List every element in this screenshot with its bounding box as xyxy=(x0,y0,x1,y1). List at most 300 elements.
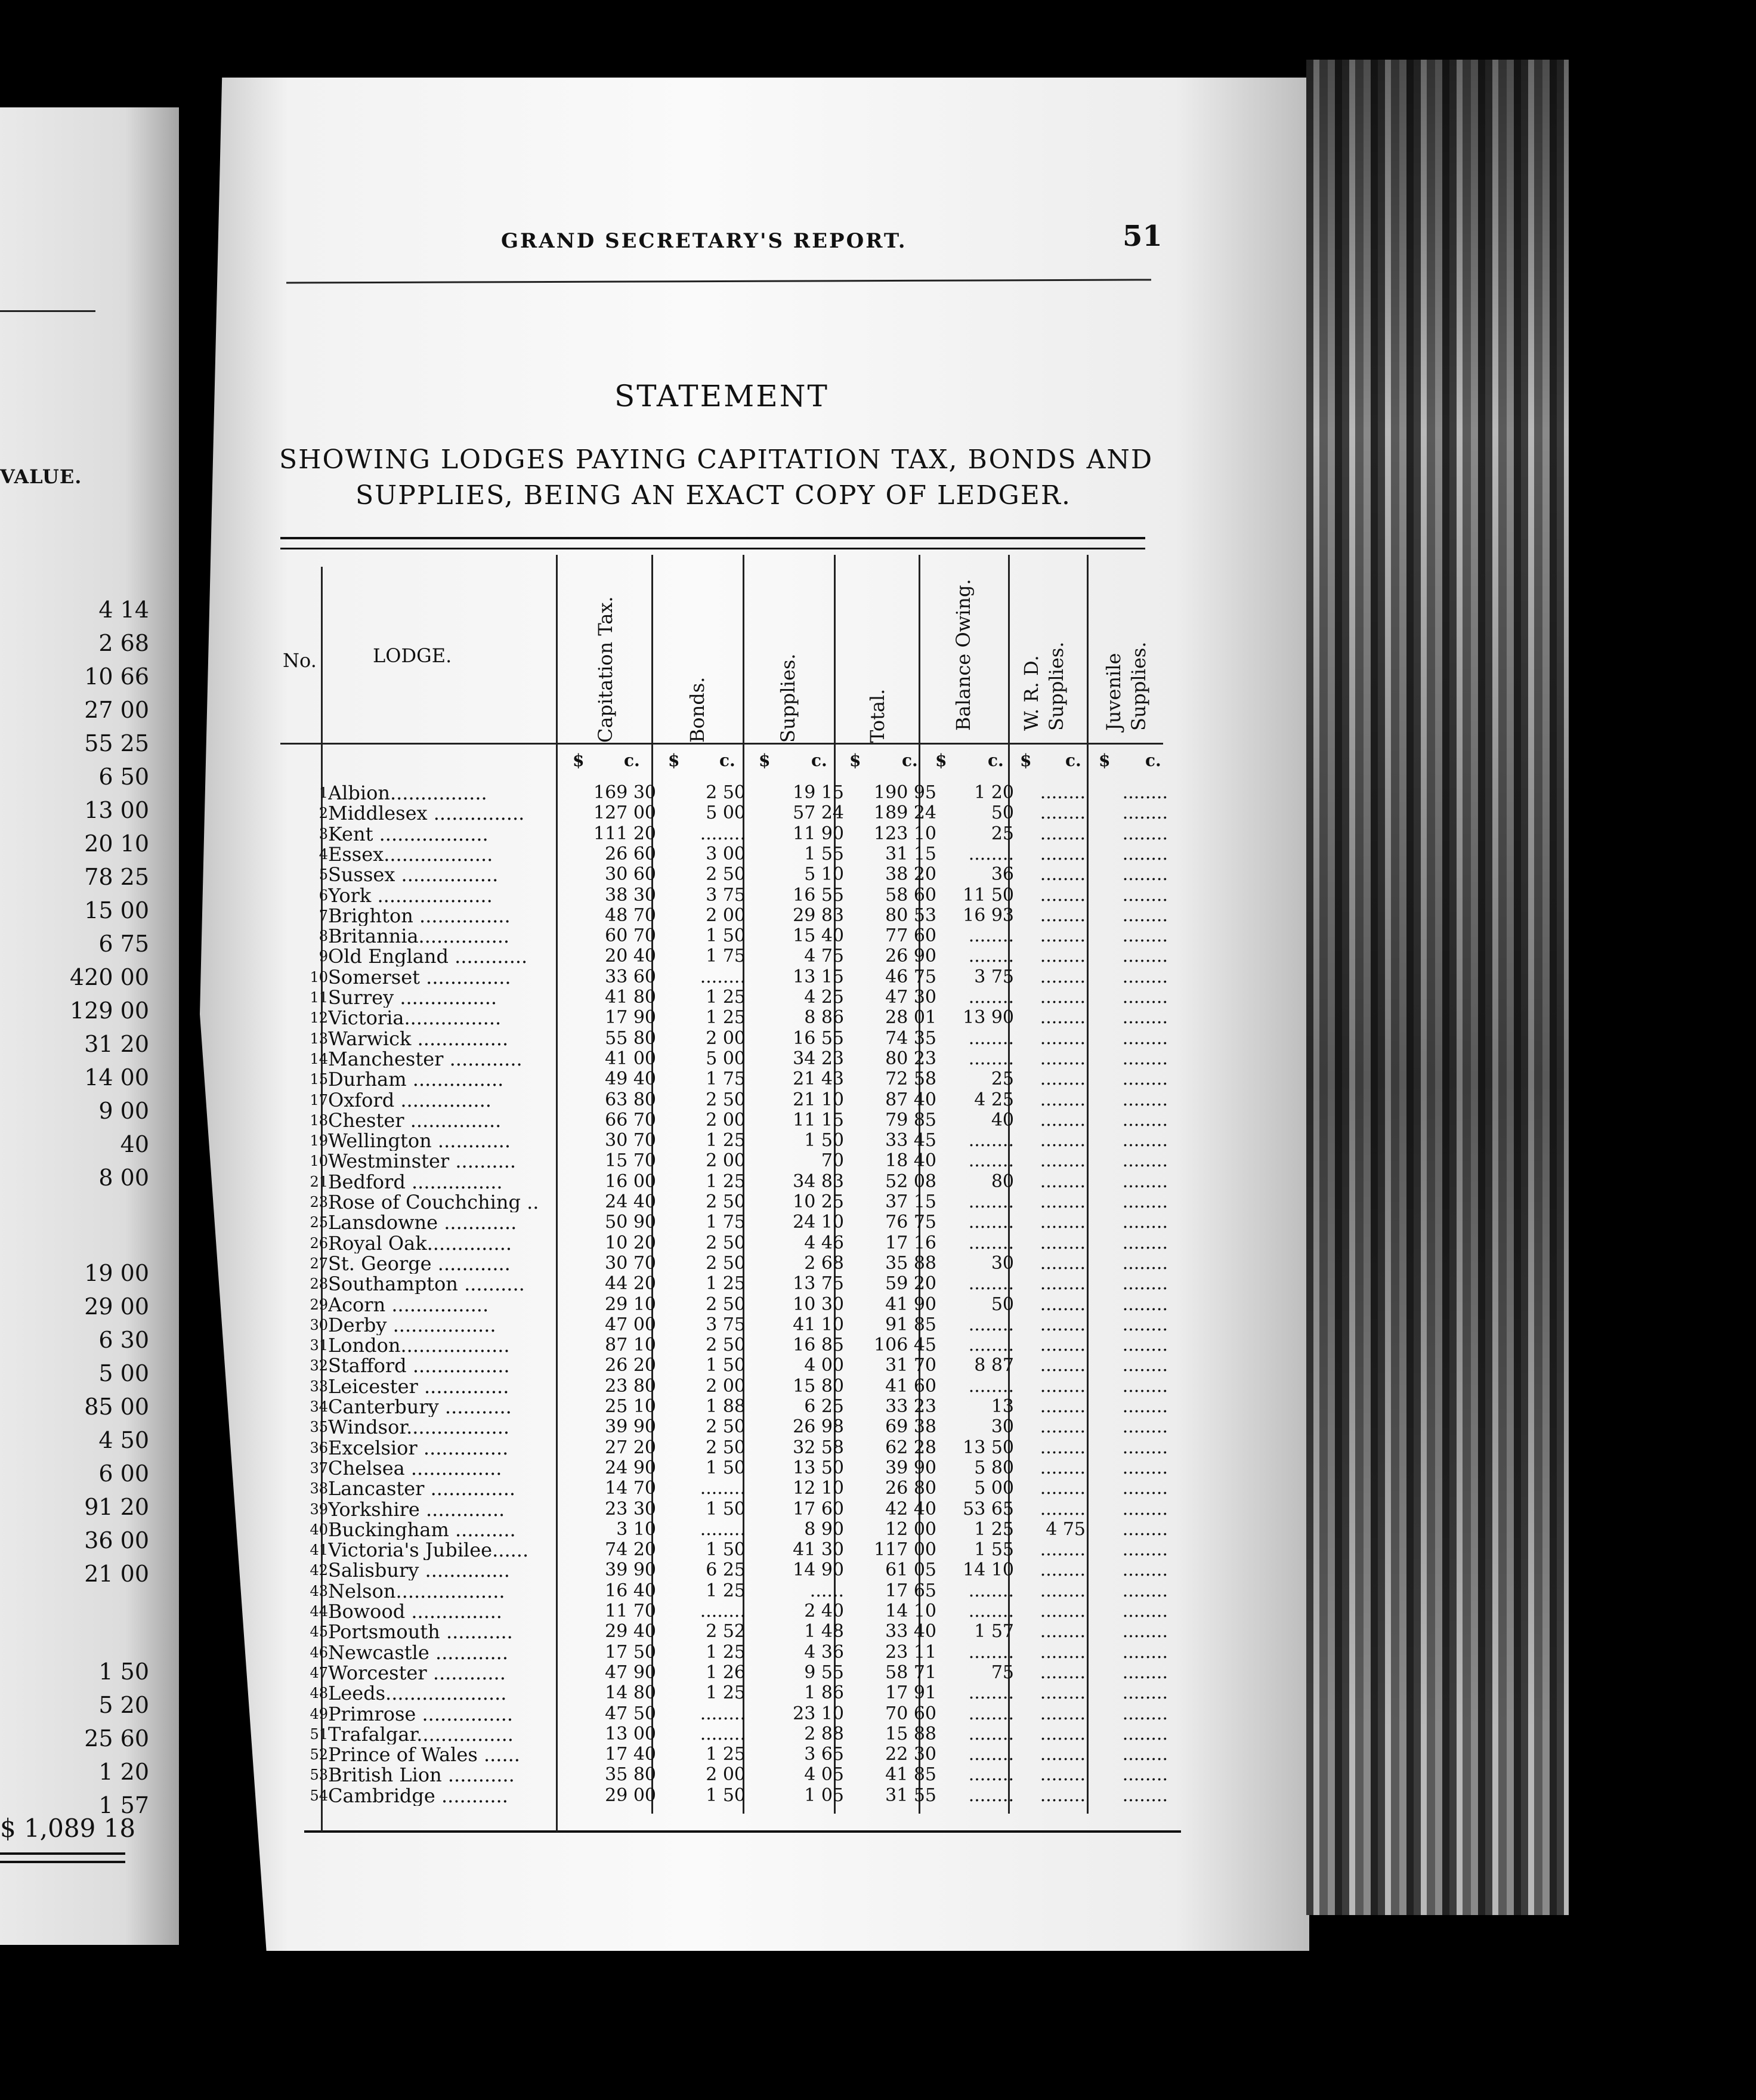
bonds-cell: 1 25 xyxy=(706,987,746,1008)
capitation-tax-cell: 10 20 xyxy=(605,1232,656,1253)
lodge-name-cell: Stafford ................ xyxy=(328,1355,510,1376)
total-cell: 69 38 xyxy=(885,1416,936,1438)
total-cell: 31 15 xyxy=(885,843,936,864)
supplies-cell: 5 10 xyxy=(804,864,844,885)
wrd-supplies-cell: ........ xyxy=(1040,1212,1086,1233)
supplies-cell: 2 68 xyxy=(804,1252,844,1274)
juvenile-supplies-cell: ........ xyxy=(1122,843,1168,864)
juvenile-supplies-cell: ........ xyxy=(1122,1027,1168,1049)
wrd-supplies-cell: ........ xyxy=(1040,904,1086,926)
supplies-cell: 8 90 xyxy=(804,1518,844,1540)
total-cell: 33 23 xyxy=(885,1396,936,1417)
table-top-double-rule xyxy=(280,537,1145,549)
bonds-cell: 1 50 xyxy=(706,925,746,947)
juvenile-supplies-cell: ........ xyxy=(1122,1171,1168,1192)
capitation-tax-cell: 87 10 xyxy=(605,1335,656,1356)
wrd-supplies-cell: ........ xyxy=(1040,1027,1086,1049)
supplies-cell: 15 40 xyxy=(793,925,844,947)
table-bottom-rule xyxy=(304,1830,1181,1833)
total-cell: 37 15 xyxy=(885,1191,936,1212)
juvenile-supplies-cell: ........ xyxy=(1122,1089,1168,1110)
wrd-supplies-cell: ........ xyxy=(1040,1784,1086,1806)
table-row xyxy=(0,1008,1193,1028)
lodge-number-cell: 18 xyxy=(310,1111,328,1129)
lodge-name-cell: Old England ............ xyxy=(328,946,528,967)
capitation-tax-cell: 39 90 xyxy=(605,1559,656,1581)
balance-owing-cell: ........ xyxy=(968,1027,1014,1049)
facing-page-value: 2 68 xyxy=(98,630,149,656)
capitation-tax-cell: 33 60 xyxy=(605,966,656,987)
wrd-supplies-cell: ........ xyxy=(1040,1580,1086,1601)
table-row xyxy=(0,1724,1193,1744)
facing-page-value: 5 20 xyxy=(98,1692,149,1718)
juvenile-supplies-cell: ........ xyxy=(1122,1355,1168,1376)
facing-page-value: 91 20 xyxy=(84,1494,149,1520)
table-row xyxy=(0,803,1193,823)
capitation-tax-cell: 30 70 xyxy=(605,1252,656,1274)
lodge-number-cell: 13 xyxy=(310,1030,328,1047)
lodge-name-cell: Albion................ xyxy=(328,783,487,803)
lodge-number-cell: 3 xyxy=(319,825,328,842)
facing-page-rule xyxy=(0,310,95,312)
wrd-supplies-cell: ........ xyxy=(1040,1621,1086,1642)
capitation-tax-cell: 127 00 xyxy=(593,802,656,824)
table-row xyxy=(0,1601,1193,1622)
balance-owing-cell: ........ xyxy=(968,1784,1014,1806)
wrd-supplies-cell: ........ xyxy=(1040,1089,1086,1110)
total-cell: 52 08 xyxy=(885,1171,936,1192)
balance-owing-cell: ........ xyxy=(968,1232,1014,1253)
table-row xyxy=(0,1029,1193,1049)
lodge-number-cell: 36 xyxy=(310,1439,328,1456)
juvenile-supplies-cell: ........ xyxy=(1122,1150,1168,1172)
bonds-cell: 2 50 xyxy=(706,1416,746,1438)
facing-page-value: 25 60 xyxy=(84,1725,149,1752)
table-header-rule xyxy=(280,743,1163,745)
bonds-cell: 1 25 xyxy=(706,1580,746,1601)
juvenile-supplies-cell: ........ xyxy=(1122,802,1168,824)
wrd-supplies-cell: ........ xyxy=(1040,1498,1086,1520)
bonds-cell: 2 50 xyxy=(706,1252,746,1274)
balance-owing-cell: ........ xyxy=(968,1723,1014,1744)
table-row xyxy=(0,1744,1193,1765)
juvenile-supplies-cell: ........ xyxy=(1122,1539,1168,1561)
table-row xyxy=(0,1049,1193,1069)
cap-dollar-unit: $ xyxy=(573,751,585,770)
facing-page-value: 40 xyxy=(120,1131,149,1157)
capitation-tax-cell: 50 90 xyxy=(605,1212,656,1233)
lodge-name-cell: Southampton .......... xyxy=(328,1274,525,1295)
capitation-tax-cell: 24 90 xyxy=(605,1457,656,1478)
lodge-name-cell: Acorn ................ xyxy=(328,1294,489,1315)
total-cell: 12 00 xyxy=(885,1518,936,1540)
total-cell: 18 40 xyxy=(885,1150,936,1172)
lodge-name-cell: Yorkshire ............. xyxy=(328,1499,505,1520)
capitation-tax-cell: 44 20 xyxy=(605,1273,656,1295)
supplies-cell: 3 65 xyxy=(804,1744,844,1765)
cap-cent-unit: c. xyxy=(624,751,640,770)
balance-owing-cell: ........ xyxy=(968,1601,1014,1622)
lodge-name-cell: Prince of Wales ...... xyxy=(328,1744,520,1765)
page-number: 51 xyxy=(1123,220,1163,253)
juvenile-supplies-cell: ........ xyxy=(1122,966,1168,987)
table-row xyxy=(0,1765,1193,1785)
facing-page-value: 420 00 xyxy=(70,964,149,990)
wrd-supplies-cell: ........ xyxy=(1040,1293,1086,1315)
juvenile-supplies-cell: ........ xyxy=(1122,864,1168,885)
table-row xyxy=(0,1458,1193,1478)
wrd-supplies-cell: ........ xyxy=(1040,1048,1086,1069)
wrd-supplies-cell: ........ xyxy=(1040,1068,1086,1090)
total-cell: 190 95 xyxy=(874,782,936,803)
capitation-tax-cell: 35 80 xyxy=(605,1764,656,1786)
wrd-supplies-cell: ........ xyxy=(1040,925,1086,947)
capitation-tax-cell: 30 70 xyxy=(605,1130,656,1151)
supplies-cell: 17 60 xyxy=(793,1498,844,1520)
capitation-tax-cell: 16 40 xyxy=(605,1580,656,1601)
wrd-supplies-cell: ........ xyxy=(1040,1723,1086,1744)
lodge-number-cell: 33 xyxy=(310,1378,328,1395)
wrd-supplies-cell: ........ xyxy=(1040,1601,1086,1622)
capitation-tax-cell: 60 70 xyxy=(605,925,656,947)
capitation-tax-cell: 29 00 xyxy=(605,1784,656,1806)
wrd-supplies-cell: ........ xyxy=(1040,1396,1086,1417)
lodge-number-cell: 46 xyxy=(310,1644,328,1661)
bonds-cell: 2 00 xyxy=(706,904,746,926)
juvenile-supplies-cell: ........ xyxy=(1122,1068,1168,1090)
wrd-supplies-cell: ........ xyxy=(1040,1150,1086,1172)
lodge-number-cell: 8 xyxy=(319,928,328,945)
balance-owing-cell: ........ xyxy=(968,1273,1014,1295)
juvenile-supplies-cell: ........ xyxy=(1122,1621,1168,1642)
lodge-number-cell: 54 xyxy=(310,1787,328,1804)
bonds-cell: 2 50 xyxy=(706,782,746,803)
capitation-tax-cell: 16 00 xyxy=(605,1171,656,1192)
table-row xyxy=(0,1192,1193,1212)
wrd-supplies-cell: ........ xyxy=(1040,782,1086,803)
facing-page-value: 1 50 xyxy=(98,1659,149,1685)
supplies-cell: 13 15 xyxy=(793,966,844,987)
table-row xyxy=(0,987,1193,1008)
lodge-name-cell: Primrose ............... xyxy=(328,1703,514,1724)
lodge-number-cell: 44 xyxy=(310,1603,328,1620)
lodge-number-cell: 52 xyxy=(310,1746,328,1764)
table-row xyxy=(0,1581,1193,1601)
lodge-number-cell: 28 xyxy=(310,1276,328,1293)
balance-owing-cell: 3 75 xyxy=(974,966,1014,987)
juvenile-supplies-cell: ........ xyxy=(1122,1784,1168,1806)
juvenile-supplies-cell: ........ xyxy=(1122,1232,1168,1253)
capitation-tax-cell: 47 50 xyxy=(605,1703,656,1724)
balance-owing-cell: ........ xyxy=(968,1580,1014,1601)
lodge-number-cell: 39 xyxy=(310,1500,328,1518)
supplies-cell: 4 25 xyxy=(804,987,844,1008)
juvenile-supplies-cell: ........ xyxy=(1122,1580,1168,1601)
bonds-cell: ........ xyxy=(700,1478,746,1499)
supplies-cell: 13 50 xyxy=(793,1457,844,1478)
balance-dollar-unit: $ xyxy=(935,751,947,770)
juvenile-supplies-cell: ........ xyxy=(1122,1252,1168,1274)
lodge-name-cell: Leicester .............. xyxy=(328,1376,509,1397)
balance-owing-cell: ........ xyxy=(968,987,1014,1008)
juvenile-supplies-cell: ........ xyxy=(1122,987,1168,1008)
supplies-cell: 1 48 xyxy=(804,1621,844,1642)
total-cell: 17 65 xyxy=(885,1580,936,1601)
lodge-number-cell: 26 xyxy=(310,1234,328,1252)
supplies-cell: 4 46 xyxy=(804,1232,844,1253)
capitation-tax-cell: 39 90 xyxy=(605,1416,656,1438)
wrd-supplies-cell: ........ xyxy=(1040,1130,1086,1151)
lodge-number-cell: 27 xyxy=(310,1255,328,1272)
juvenile-supplies-cell: ........ xyxy=(1122,1130,1168,1151)
supplies-cell: 16 55 xyxy=(793,884,844,906)
total-cell: 77 60 xyxy=(885,925,936,947)
facing-page-total: $ 1,089 18 xyxy=(0,1814,136,1843)
balance-owing-cell: 1 20 xyxy=(974,782,1014,803)
juvenile-supplies-cell: ........ xyxy=(1122,823,1168,844)
wrd-supplies-cell: ........ xyxy=(1040,1539,1086,1561)
bonds-cell: 1 50 xyxy=(706,1784,746,1806)
bonds-cell: 1 88 xyxy=(706,1396,746,1417)
table-row xyxy=(0,1090,1193,1110)
capitation-tax-cell: 24 40 xyxy=(605,1191,656,1212)
supplies-cell: 1 50 xyxy=(804,1130,844,1151)
bonds-cell: 1 50 xyxy=(706,1539,746,1561)
column-header-total: Total. xyxy=(866,688,889,743)
table-row xyxy=(0,1704,1193,1724)
balance-owing-cell: ........ xyxy=(968,1314,1014,1335)
wrd-supplies-cell: ........ xyxy=(1040,1416,1086,1438)
capitation-tax-cell: 74 20 xyxy=(605,1539,656,1561)
wrd-supplies-cell: ........ xyxy=(1040,1662,1086,1683)
bonds-cell: 1 75 xyxy=(706,1212,746,1233)
capitation-tax-cell: 63 80 xyxy=(605,1089,656,1110)
balance-owing-cell: ........ xyxy=(968,1744,1014,1765)
lodge-number-cell: 48 xyxy=(310,1685,328,1702)
wrd-supplies-cell: ........ xyxy=(1040,1355,1086,1376)
wrd-supplies-cell: ........ xyxy=(1040,1478,1086,1499)
supplies-cell: 13 75 xyxy=(793,1273,844,1295)
total-cell: 62 28 xyxy=(885,1437,936,1458)
facing-page-value: 78 25 xyxy=(84,864,149,890)
juvenile-supplies-cell: ........ xyxy=(1122,1007,1168,1029)
lodge-number-cell: 43 xyxy=(310,1582,328,1599)
wrd-supplies-cell: ........ xyxy=(1040,1375,1086,1397)
capitation-tax-cell: 41 80 xyxy=(605,987,656,1008)
supplies-cell: 70 xyxy=(821,1150,844,1172)
lodge-name-cell: Worcester ............ xyxy=(328,1662,506,1683)
balance-owing-cell: 25 xyxy=(991,823,1014,844)
wrd-supplies-cell: ........ xyxy=(1040,843,1086,864)
bonds-cell: 1 25 xyxy=(706,1007,746,1029)
balance-owing-cell: 30 xyxy=(991,1252,1014,1274)
balance-owing-cell: ........ xyxy=(968,925,1014,947)
capitation-tax-cell: 38 30 xyxy=(605,884,656,906)
wrd-supplies-cell: ........ xyxy=(1040,802,1086,824)
lodge-name-cell: Westminster .......... xyxy=(328,1151,517,1172)
lodge-number-cell: 6 xyxy=(319,887,328,904)
juvenile-supplies-cell: ........ xyxy=(1122,1212,1168,1233)
juvenile-supplies-cell: ........ xyxy=(1122,1457,1168,1478)
balance-owing-cell: 13 xyxy=(991,1396,1014,1417)
table-row xyxy=(0,1151,1193,1171)
table-row xyxy=(0,1786,1193,1806)
column-header-capitation-tax: Capitation Tax. xyxy=(594,596,617,743)
capitation-tax-cell: 26 60 xyxy=(605,843,656,864)
total-cell: 47 30 xyxy=(885,987,936,1008)
total-cell: 41 60 xyxy=(885,1375,936,1397)
bonds-cell: 1 25 xyxy=(706,1171,746,1192)
total-cell: 17 16 xyxy=(885,1232,936,1253)
balance-cent-unit: c. xyxy=(988,751,1004,770)
supplies-cell: 41 10 xyxy=(793,1314,844,1335)
bonds-cell: 2 00 xyxy=(706,1150,746,1172)
juvenile-supplies-cell: ........ xyxy=(1122,1641,1168,1663)
total-cell: 35 88 xyxy=(885,1252,936,1274)
capitation-tax-cell: 111 20 xyxy=(593,823,656,844)
supplies-cell: 6 25 xyxy=(804,1396,844,1417)
lodge-name-cell: Bedford ............... xyxy=(328,1171,503,1192)
juvenile-supplies-cell: ........ xyxy=(1122,1703,1168,1724)
balance-owing-cell: ........ xyxy=(968,946,1014,967)
lodge-name-cell: Leeds.................... xyxy=(328,1683,507,1704)
supplies-dollar-unit: $ xyxy=(759,751,771,770)
column-header-balance-owing: Balance Owing. xyxy=(952,579,975,731)
balance-owing-cell: 75 xyxy=(991,1662,1014,1683)
facing-page-value: 19 00 xyxy=(84,1260,149,1286)
balance-owing-cell: 8 87 xyxy=(974,1355,1014,1376)
facing-page-value: 15 00 xyxy=(84,897,149,924)
lodge-number-cell: 5 xyxy=(319,866,328,884)
bonds-cell: 2 00 xyxy=(706,1375,746,1397)
balance-owing-cell: 80 xyxy=(991,1171,1014,1192)
juvenile-supplies-cell: ........ xyxy=(1122,925,1168,947)
juvenile-supplies-cell: ........ xyxy=(1122,1396,1168,1417)
bonds-cell: ........ xyxy=(700,966,746,987)
balance-owing-cell: 5 00 xyxy=(974,1478,1014,1499)
juvenile-supplies-cell: ........ xyxy=(1122,1335,1168,1356)
balance-owing-cell: ........ xyxy=(968,1130,1014,1151)
juvenile-supplies-cell: ........ xyxy=(1122,1682,1168,1704)
capitation-tax-cell: 29 40 xyxy=(605,1621,656,1642)
lodge-name-cell: Canterbury ........... xyxy=(328,1397,512,1417)
running-title: GRAND SECRETARY'S REPORT. xyxy=(501,229,907,253)
table-row xyxy=(0,1438,1193,1458)
wrd-supplies-cell: ........ xyxy=(1040,946,1086,967)
total-cell: 26 80 xyxy=(885,1478,936,1499)
capitation-tax-cell: 14 70 xyxy=(605,1478,656,1499)
bonds-cell: 1 25 xyxy=(706,1130,746,1151)
table-row xyxy=(0,1642,1193,1663)
table-row xyxy=(0,1417,1193,1437)
facing-page-value: 8 00 xyxy=(98,1165,149,1191)
lodge-name-cell: Manchester ............ xyxy=(328,1048,523,1069)
total-cell: 106 45 xyxy=(874,1335,936,1356)
wrd-supplies-cell: ........ xyxy=(1040,1109,1086,1131)
total-cell: 14 10 xyxy=(885,1601,936,1622)
supplies-cell: 10 30 xyxy=(793,1293,844,1315)
balance-owing-cell: 30 xyxy=(991,1416,1014,1438)
juvenile-supplies-cell: ........ xyxy=(1122,1478,1168,1499)
capitation-tax-cell: 25 10 xyxy=(605,1396,656,1417)
statement-subtitle-line-1: SHOWING LODGES PAYING CAPITATION TAX, BONDS AND xyxy=(279,444,1154,475)
column-header-juvenile-line-2: Supplies. xyxy=(1127,641,1150,731)
juvenile-supplies-cell: ........ xyxy=(1122,1601,1168,1622)
bonds-cell: 1 50 xyxy=(706,1457,746,1478)
total-cell: 39 90 xyxy=(885,1457,936,1478)
juvenile-supplies-cell: ........ xyxy=(1122,1048,1168,1069)
balance-owing-cell: 53 65 xyxy=(963,1498,1014,1520)
total-cell: 23 11 xyxy=(885,1641,936,1663)
facing-page-value: 29 00 xyxy=(84,1293,149,1320)
facing-page-value: 31 20 xyxy=(84,1031,149,1057)
facing-page-value: 6 00 xyxy=(98,1460,149,1487)
capitation-tax-cell: 23 30 xyxy=(605,1498,656,1520)
capitation-tax-cell: 41 00 xyxy=(605,1048,656,1069)
balance-owing-cell: 40 xyxy=(991,1109,1014,1131)
table-row xyxy=(0,1110,1193,1131)
bonds-cell: 5 00 xyxy=(706,802,746,824)
lodge-name-cell: Surrey ................ xyxy=(328,987,497,1008)
column-header-supplies: Supplies. xyxy=(777,653,799,743)
lodge-number-cell: 45 xyxy=(310,1623,328,1641)
supplies-cell: 11 15 xyxy=(793,1109,844,1131)
bonds-cent-unit: c. xyxy=(719,751,735,770)
wrd-supplies-cell: ........ xyxy=(1040,1252,1086,1274)
lodge-name-cell: York ................... xyxy=(328,885,493,906)
column-header-no: No. xyxy=(283,649,317,672)
lodge-number-cell: 31 xyxy=(310,1337,328,1354)
balance-owing-cell: 36 xyxy=(991,864,1014,885)
lodge-number-cell: 4 xyxy=(319,845,328,863)
table-row xyxy=(0,1622,1193,1642)
juvenile-supplies-cell: ........ xyxy=(1122,1744,1168,1765)
wrd-cent-unit: c. xyxy=(1065,751,1081,770)
supplies-cell: 4 00 xyxy=(804,1355,844,1376)
total-cell: 59 20 xyxy=(885,1273,936,1295)
total-cent-unit: c. xyxy=(902,751,918,770)
wrd-supplies-cell: ........ xyxy=(1040,864,1086,885)
capitation-tax-cell: 66 70 xyxy=(605,1109,656,1131)
wrd-supplies-cell: ........ xyxy=(1040,1273,1086,1295)
juvenile-supplies-cell: ........ xyxy=(1122,1191,1168,1212)
bonds-cell: 1 25 xyxy=(706,1273,746,1295)
column-header-lodge: LODGE. xyxy=(373,644,452,667)
total-cell: 58 71 xyxy=(885,1662,936,1683)
total-cell: 58 60 xyxy=(885,884,936,906)
total-cell: 31 70 xyxy=(885,1355,936,1376)
bonds-cell: 1 50 xyxy=(706,1355,746,1376)
lodge-name-cell: Kent .................. xyxy=(328,823,489,844)
table-row xyxy=(0,926,1193,946)
facing-page-value: 1 20 xyxy=(98,1759,149,1785)
lodge-name-cell: Cambridge ........... xyxy=(328,1785,508,1806)
bonds-cell: 1 26 xyxy=(706,1662,746,1683)
supplies-cell: 19 15 xyxy=(793,782,844,803)
lodge-number-cell: 19 xyxy=(310,1132,328,1150)
lodge-name-cell: Brighton ............... xyxy=(328,905,511,926)
lodge-number-cell: 41 xyxy=(310,1542,328,1559)
balance-owing-cell: ........ xyxy=(968,1048,1014,1069)
table-row xyxy=(0,1253,1193,1274)
capitation-tax-cell: 3 10 xyxy=(616,1518,656,1540)
balance-owing-cell: 1 57 xyxy=(974,1621,1014,1642)
juvenile-supplies-cell: ........ xyxy=(1122,1273,1168,1295)
total-cell: 91 85 xyxy=(885,1314,936,1335)
facing-page-value: 4 14 xyxy=(98,597,149,623)
lodge-number-cell: 40 xyxy=(310,1521,328,1538)
column-header-juvenile-line-1: Juvenile xyxy=(1102,653,1125,731)
